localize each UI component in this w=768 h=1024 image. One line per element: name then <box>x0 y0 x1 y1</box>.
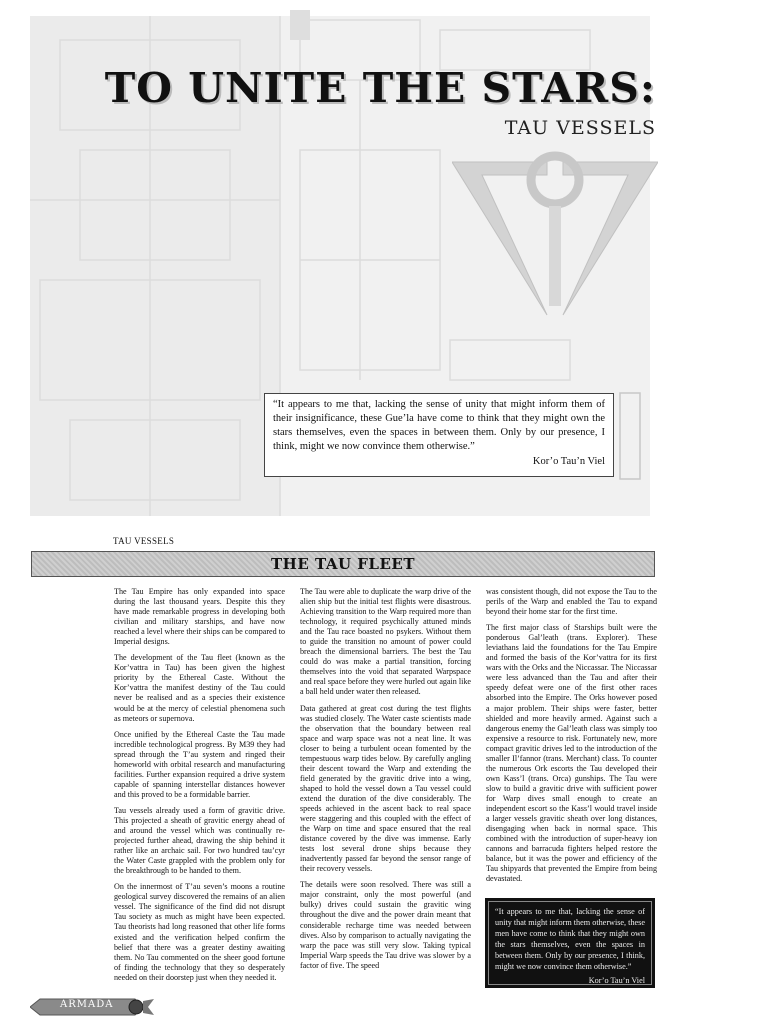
text-column-3 <box>486 587 657 890</box>
tau-emblem-icon <box>452 150 658 325</box>
footer-badge-label: ARMADA <box>60 999 114 1010</box>
paragraph: The Tau Empire has only expanded into space during the last thousand years. Despite this they have made remarkable progress in developing both civilian and military starships, and have now reached a level where their ships can be compared to Imperial designs. <box>114 587 286 647</box>
page-title: TO UNITE THE STARS: <box>104 64 656 112</box>
bottom-quote-text: “It appears to me that, lacking the sense of unity that might inform them otherwise, these men have come to think that they might own the stars themselves, even the spaces in between them. Only by our presence, I think, might we now convince them otherwise.” <box>495 907 645 971</box>
paragraph: On the innermost of T’au seven’s moons a routine geological survey discovered the remains of an alien vessel. The significance of the find did not disrupt Tau society as much as might have been expected. Tau theorists had long reasoned that other life forms existed and the verification helped confirm the belief that there was a greater destiny awaiting them. No Tau commented on the sheer good fortune of finding the technology that they so desperately needed on their doorstep just when they needed it. <box>114 882 285 982</box>
paragraph: The Tau were able to duplicate the warp drive of the alien ship but the initial test flights were disastrous. Achieving transition to the Warp required more than technology, it required psychically attuned minds and the Tau race boasted no psykers. Without them to guide the transition no amount of power could breach the dimensional barriers. The best the Tau could do was make a partial transition, forcing themselves into the void that separated Warpspace and real space before they were hurled out again like a ball held under water then released. <box>300 587 472 697</box>
top-quote-box <box>264 393 614 477</box>
top-quote-attribution: Kor’o Tau’n Viel <box>532 456 605 467</box>
paragraph: Tau vessels already used a form of gravitic drive. This projected a sheath of gravitic energy ahead of and around the vessel which was continually re-projected further ahead, drawing the ship behind it rather like an archaic sail. For two hundred tau’cyr the Water Caste grappled with the problem only for the breakthrough to be handed to them. <box>114 805 285 876</box>
text-column-2 <box>300 587 471 977</box>
section-label: TAU VESSELS <box>113 536 175 546</box>
bottom-quote-attribution: Kor’o Tau’n Viel <box>588 976 645 985</box>
paragraph: was consistent though, did not expose the Tau to the perils of the Warp and enabled the Tau to expand beyond their home star for the first time. <box>486 587 657 617</box>
paragraph: The development of the Tau fleet (known as the Kor’vattra in Tau) has been given the highest priority by the Ethereal Caste. Without the Kor’vattra the manifest destiny of the Tau could never be realised and as a species their existence would be at the mercy of celestial phenomena such as meteors or supernova. <box>114 653 285 723</box>
page-subtitle: TAU VESSELS <box>504 117 656 139</box>
text-column-1 <box>114 587 285 989</box>
paragraph: The first major class of Starships built were the ponderous Gal’leath (trans. Explorer). These leviathans laid the foundations for the Tau Empire and formed the basis of the Kor’vattra for its first wars with the Orks and the Niccassar. The Niccassar were less advanced than the Tau and after their speedy defeat were one of the first other races absorbed into the Empire. The Orks however posed a major problem. Their ships were faster, better shielded and more heavily armed. Against such a dangerous enemy the Gal’leath class was simply too expensive a resource to risk. Fortunately new, more compact gravitic drives led to the introduction of the smaller Il’fannor (trans. Merchant) class. To counter the numerous Ork escorts the Tau developed their own Kass’l (trans. Orca) gunships. The Tau were slow to build a gravitic drive with sufficient power for Warp dives small enough to create an independent escort so the Kass’l would travel inside a larger vessels gravitic sheath over long distances, disengaging when back in normal space. This combined with the introduction of super-heavy ion cannons and barracuda fighters helped restore the balance, but it was the power and efficiency of the Tau shipyards that prevented the Empire from being devastated. <box>486 623 657 884</box>
section-title-bar <box>31 551 655 577</box>
top-quote-text: “It appears to me that, lacking the sense of unity that might inform them of their insignificance, these Gue’la have come to think that they might own the stars themselves, even the spaces in between them. Only by our presence, I think, might we now convince them otherwise.” <box>273 399 605 452</box>
paragraph: The details were soon resolved. There was still a major constraint, only the most powerful (and bulky) drives could sustain the gravitic wing throughout the dive and the power drain meant that considerable recharge time was needed between dives. Also by comparison to actually navigating the warp the pace was still very slow. Taking typical Imperial Warp speeds the Tau drive was slower by a factor of five. The speed <box>300 880 471 970</box>
section-title: THE TAU FLEET <box>271 555 415 573</box>
paragraph: Once unified by the Ethereal Caste the Tau made incredible technological progress. By M39 they had spread through the T’au system and ringed their homeworld with orbital research and manufacturing facilities. Further expansion required a drive system capable of spanning interstellar distances however and this proved to be a formidable barrier. <box>114 729 285 799</box>
paragraph: Data gathered at great cost during the test flights was studied closely. The Water caste scientists made the observation that the boundary between real space and warp space was not a neat line. It was closer to being a turbulent ocean fomented by the tempestuous warp tides below. By carefully angling their descent toward the Warp and extending the field generated by the gravitic drive into a wing, shaped to hold the vessel down a Tau vessel could extend the duration of the dive considerably. The speeds achieved in the ascent back to real space were staggering and this coupled with the effect of the Warp on time and space ensured that the real distance covered by the dive was immense. Early tests lost several drone ships because they inadvertently passed far beyond the sensor range of their recovery vessels. <box>300 703 471 874</box>
bottom-quote-box <box>485 898 655 988</box>
